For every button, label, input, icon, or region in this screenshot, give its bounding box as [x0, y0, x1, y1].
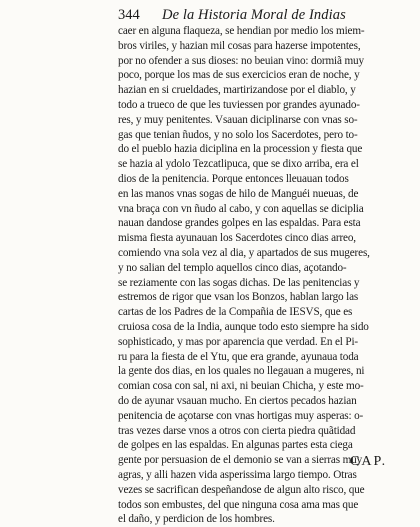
text-line: penitencia de açotarse con vnas hortigas muy asperas: o-	[118, 409, 364, 422]
text-line: de golpes en las espaldas. En algunas partes esta ciega	[118, 439, 353, 452]
text-line: en las manos vnas sogas de hilo de Manguéi nueuas, de	[118, 187, 359, 200]
text-line: y no salian del templo aquellos cinco dias, açotando-	[118, 261, 347, 274]
catchword: CAP.	[350, 454, 388, 469]
text-line: do de ayunar vsauan mucho. En ciertos pecados hazian	[118, 394, 357, 407]
text-line: el daño, y perdicion de los hombres.	[118, 513, 275, 526]
text-line: hazian en si crueldades, martirizandose por el diablo, y	[118, 84, 356, 97]
text-line: sophisticado, y mas por aparencia que verdad. En el Pi-	[118, 335, 358, 348]
text-line: caer en alguna flaqueza, se hendian por medio los miem-	[118, 25, 365, 37]
text-line: gas que tenian ñudos, y no solo los Sacerdotes, pero to-	[118, 128, 358, 141]
text-line: cartas de los Padres de la Compañia de IESVS, que es	[118, 306, 353, 319]
text-line: ru para la fiesta de el Ytu, que era grande, ayunaua toda	[118, 350, 359, 363]
text-line: agras, y alli hazen vida asperissima largo tiempo. Otras	[118, 468, 357, 481]
text-line: res, y muy penitentes. Vsauan diciplinarse con vnas so-	[118, 113, 358, 126]
text-line: nauan dandose grandes golpes en las espaldas. Para esta	[118, 217, 361, 230]
text-line: tras vezes darse vnos a otros con cierta piedra quãtidad	[118, 424, 356, 437]
text-line: la gente dos dias, en los quales no llegauan a mugeres, ni	[118, 365, 365, 378]
text-line: se reziamente con las sogas dichas. De las penitencias y	[118, 276, 360, 289]
text-line: poco, porque los mas de sus exercicios eran de noche, y	[118, 69, 360, 82]
text-line: todos son embustes, del que ninguna cosa ama mas que	[118, 498, 359, 511]
text-line: vna braça con vn ñudo al cabo, y con aquellas se diciplia	[118, 202, 364, 215]
text-line: dios de la penitencia. Porque entonces lleuauan todos	[118, 172, 349, 185]
page-number: 344	[118, 7, 140, 23]
text-line: bros viriles, y hazian mil cosas para hazerse impotentes,	[118, 39, 361, 52]
text-line: todo a trueco de que les tuviessen por grandes ayunado-	[118, 98, 360, 111]
text-line: se hazia al ydolo Tezcatlipuca, que se dixo arriba, era el	[118, 158, 359, 171]
text-line: por no ofender a sus dioses: no beuian vino: dormiã muy	[118, 54, 364, 67]
text-line: vezes se sacrifican despeñandose de algun alto risco, que	[118, 483, 365, 496]
text-line: estremos de rigor que vsan los Bonzos, hablan largo las	[118, 291, 359, 304]
text-line: gente por persuasion de el demonio se van a sierras muy	[118, 454, 363, 467]
running-title: De la Historia Moral de Indias	[162, 7, 346, 23]
body-text	[118, 24, 398, 527]
text-line: comian cosa con sal, ni axi, ni beuian Chicha, y este mo-	[118, 380, 364, 393]
text-line: misma fiesta ayunauan los Sacerdotes cinco dias arreo,	[118, 232, 356, 245]
text-line: do el pueblo hazia diciplina en la procession y fiesta que	[118, 143, 363, 156]
text-line: cruiosa cosa de la India, aunque todo esto siempre ha sido	[118, 320, 369, 333]
page-header	[118, 6, 398, 24]
text-line: comiendo vna sola vez al dia, y apartados de sus mugeres,	[118, 246, 370, 259]
